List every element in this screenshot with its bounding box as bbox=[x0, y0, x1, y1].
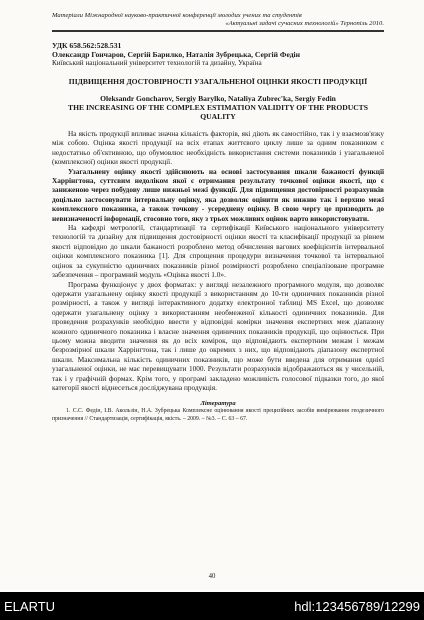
header-line-2: «Актуальні задачі сучасних технологій» Тернопіль 2010. bbox=[225, 20, 384, 27]
page-number: 40 bbox=[208, 573, 216, 580]
paragraph-3: На кафедрі метрології, стандартизації та сертифікації Київського національного університету технологій та дизайну для підвищення достовірності оцінки якості та класифікації продукції за рівнем якості відповідно до шкали бажаності розроблено метод обчислення вагових коефіцієнтів інтервальної оцінки комплексного показника [1]. Для спрощення процедури визначення точкової та інтервальної оцінок за сукупністю одиничних показників різної розмірності розроблено спеціалізоване програмне забезпечення – програмний модуль «Оцінка якості 1.0». bbox=[52, 223, 384, 280]
literature-item: 1. С.С. Федін, І.В. Акользін, Н.А. Зубрецька Комплексне оцінювання якості прецизійних засобів вимірювання геодезичного призначення // Стандартизація, сертифікація, якість. – 2009. – №3. – С. 63 – 67. bbox=[52, 408, 384, 422]
paragraph-1: На якість продукції впливає значна кількість факторів, які діють як самостійно, так і у взаємозв'язку між собою. Оцінка якості продукції на всіх етапах життєвого циклу лише за одним показником є недостатньо об'єктивною, що обумовлює необхідність використання системи показників і узагальненої (комплексної) оцінки якості продукції. bbox=[52, 129, 384, 167]
title-en: THE INCREASING OF THE COMPLEX ESTIMATION VALIDITY OF THE PRODUCTS QUALITY bbox=[68, 103, 368, 121]
affiliation: Київський національний університет технологій та дизайну, Україна bbox=[52, 59, 262, 67]
handle-link[interactable]: hdl:123456789/12299 bbox=[294, 599, 420, 614]
literature-heading: Література bbox=[200, 400, 236, 408]
header-line-1: Матеріали Міжнародної науково-практичної конференції молодих учених та студентів bbox=[52, 12, 302, 19]
udc-code: УДК 658.562:528.531 bbox=[52, 41, 122, 50]
repository-name[interactable]: ELARTU bbox=[4, 599, 56, 614]
paragraph-2: Узагальнену оцінку якості здійснюють на основі застосування шкали бажаності функції Харрінгтона, суттєвим недоліком якої є отримання результату точкової оцінки якості, що є заниженою через побудову лише нижньої межі функції. Для підвищення достовірності розрахунків доцільно застосовувати інтервальну оцінку, яка дозволяє оцінити як нижню так і верхню межі комплексного показника, а також точкову - усереднену оцінку. В свою чергу це призводить до невизначеності інформації, стосовно того, яку з трьох можливих оцінок варто використовувати. bbox=[52, 166, 384, 223]
authors-ua: Олександр Гончаров, Сергій Барилко, Наталія Зубрецька, Сергій Федін bbox=[52, 50, 301, 59]
paragraph-4: Програма функціонує у двох форматах: у вигляді незалежного програмного модуля, що дозволяє одержати узагальнену оцінку якості продукції з використанням до 10-ти одиничних показників різної розмірності, а також у вигляді інтерактивного додатку електронної таблиці MS Excel, що дозволяє одержати узагальнену оцінку з використанням необмеженої кількості одиничних показників. Для проведення розрахунків необхідно ввести у відповідні комірки значення експертних меж діапазону кожного одиничного показника і власне значення одиничних показників продукції, що оцінюється. При цьому можна вводити значення як до всіх комірок, що відповідають експертним межам і межам безрозмірної шкали Харрінгтона, так і лише до окремих з них, що відповідають діапазону експертної шкали. Максимальна кількість одиничних показників, що може бути введена для отримання однієї узагальненої оцінки, не має перевищувати 1000. Результати розрахунків відображаються як у чисельній, так і у графічній формах. Крім того, у програмі закладено можливість голосової підказки того, до якої категорії якості віднесеться досліджувана продукція. bbox=[52, 279, 384, 392]
running-header bbox=[52, 12, 384, 32]
page-content bbox=[52, 12, 384, 423]
authors-en: Oleksandr Goncharov, Sergiy Barylko, Nataliya Zubrec'ka, Sergiy Fedin bbox=[100, 94, 336, 103]
title-ua: ПІДВИЩЕННЯ ДОСТОВІРНОСТІ УЗАГАЛЬНЕНОЇ ОЦІНКИ ЯКОСТІ ПРОДУКЦІЇ bbox=[68, 77, 368, 86]
repository-footer bbox=[0, 592, 424, 620]
